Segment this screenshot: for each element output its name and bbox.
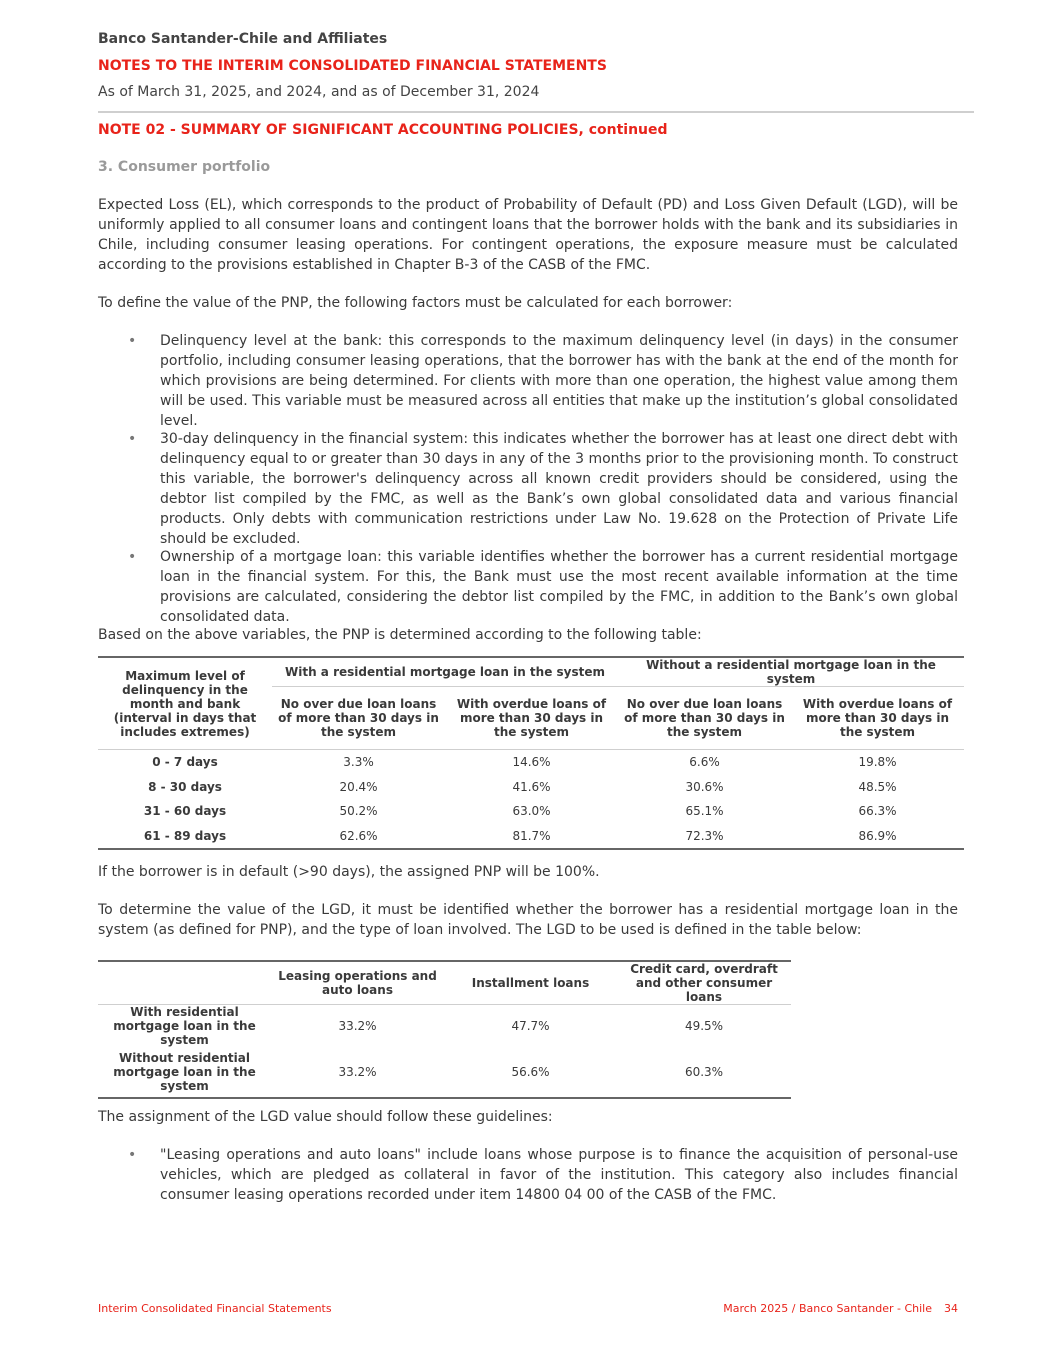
bullet-icon: • <box>128 549 137 565</box>
pnp-group-without-mortgage: Without a residential mortgage loan in the system <box>618 657 964 687</box>
table-row <box>98 775 964 800</box>
table-cell: 66.3% <box>858 804 897 819</box>
list-item <box>98 547 958 627</box>
footer-source: March 2025 / Banco Santander - Chile <box>723 1302 932 1315</box>
table-cell: 41.6% <box>512 779 551 794</box>
table-cell: 19.8% <box>858 755 897 770</box>
note-title: NOTE 02 - SUMMARY OF SIGNIFICANT ACCOUNTING POLICIES, continued <box>98 122 668 138</box>
paragraph-lgd-intro: To determine the value of the LGD, it must be identified whether the borrower has a residential mortgage loan in the system (as defined for PNP), and the type of loan involved. The LGD to be used is defined in the table below: <box>98 902 958 938</box>
table-cell: 56.6% <box>444 1047 617 1098</box>
lgd-corner-header <box>98 961 271 1005</box>
as-of-date: As of March 31, 2025, and 2024, and as of December 31, 2024 <box>98 84 540 100</box>
table-row <box>98 799 964 824</box>
paragraph-pnp-intro: To define the value of the PNP, the following factors must be calculated for each borrower: <box>98 295 733 311</box>
page-number: 34 <box>944 1302 958 1315</box>
table-cell: 72.3% <box>618 824 791 850</box>
footer-info <box>723 1302 958 1315</box>
table-cell: 86.9% <box>791 824 964 850</box>
table-row <box>98 824 964 850</box>
table-cell: 14.6% <box>512 755 551 770</box>
pnp-col-header: With overdue loans of more than 30 days in the system <box>445 687 618 750</box>
table-row <box>98 1047 791 1098</box>
lgd-col-header: Credit card, overdraft and other consumer loans <box>617 961 791 1005</box>
footer-title: Interim Consolidated Financial Statements <box>98 1302 332 1315</box>
table-cell: 49.5% <box>684 1019 724 1033</box>
paragraph-default: If the borrower is in default (>90 days), the assigned PNP will be 100%. <box>98 864 600 880</box>
table-cell: 60.3% <box>617 1047 791 1098</box>
list-item-text: Delinquency level at the bank: this corresponds to the maximum delinquency level (in days) in the consumer portfolio, including consumer leasing operations, that the borrower has with the bank at the end of the month for which provisions are being determined. For clients with more than one operation, the highest value among them will be used. This variable must be measured across all entities that make up the institution’s global consolidated level. <box>160 333 958 429</box>
table-cell: 50.2% <box>339 804 378 819</box>
pnp-col-header: No over due loan loans of more than 30 days in the system <box>272 687 445 750</box>
table-cell: 47.7% <box>511 1019 550 1033</box>
table-row <box>98 750 964 775</box>
paragraph-lgd-guidelines: The assignment of the LGD value should follow these guidelines: <box>98 1109 553 1125</box>
table-cell: 62.6% <box>272 824 445 850</box>
pnp-col-header: No over due loan loans of more than 30 days in the system <box>618 687 791 750</box>
list-item-text: 30-day delinquency in the financial system: this indicates whether the borrower has at least one direct debt with delinquency equal to or greater than 30 days in any of the 3 months prior to the provisioning month. To construct this variable, the borrower's delinquency across all known credit providers should be considered, using the debtor list compiled by the FMC, as well as the Bank’s own global consolidated data and various financial products. Only debts with communication restrictions under Law No. 19.628 on the Protection of Private Life should be excluded. <box>160 431 958 547</box>
bullet-icon: • <box>128 431 137 447</box>
table-row <box>98 1005 791 1048</box>
list-item-text: "Leasing operations and auto loans" include loans whose purpose is to finance the acquisition of personal-use vehicles, which are pledged as collateral in favor of the institution. This category also includes financial consumer leasing operations recorded under item 14800 04 00 of the CASB of the FMC. <box>160 1147 958 1203</box>
list-item-text: Ownership of a mortgage loan: this variable identifies whether the borrower has a current residential mortgage loan in the financial system. For this, the Bank must use the most recent available information at the time provisions are calculated, considering the debtor list compiled by the FMC, in addition to the Bank’s own global consolidated data. <box>160 549 958 625</box>
table-cell: 33.2% <box>338 1019 377 1033</box>
company-name: Banco Santander-Chile and Affiliates <box>98 31 388 47</box>
table-cell: 33.2% <box>271 1047 444 1098</box>
table-cell: 20.4% <box>339 779 378 794</box>
table-cell: 65.1% <box>685 804 724 819</box>
header-divider <box>98 111 974 113</box>
table-row-label: 61 - 89 days <box>98 824 272 850</box>
list-item <box>98 331 958 431</box>
bullet-icon: • <box>128 1147 137 1163</box>
table-row-label: With residential mortgage loan in the system <box>113 1005 256 1047</box>
table-cell: 81.7% <box>445 824 618 850</box>
table-cell: 48.5% <box>858 779 897 794</box>
list-item <box>98 1145 958 1205</box>
bullet-icon: • <box>128 333 137 349</box>
pnp-group-with-mortgage: With a residential mortgage loan in the system <box>272 657 618 687</box>
lgd-table <box>98 960 791 1099</box>
section-subheading: 3. Consumer portfolio <box>98 159 271 175</box>
paragraph-expected-loss: Expected Loss (EL), which corresponds to the product of Probability of Default (PD) and Loss Given Default (LGD), will be uniformly applied to all consumer loans and contingent loans that the borrower holds with the bank and its subsidiaries in Chile, including consumer leasing operations. For contingent operations, the exposure measure must be calculated according to the provisions established in Chapter B-3 of the CASB of the FMC. <box>98 197 958 273</box>
lgd-col-header: Installment loans <box>444 961 617 1005</box>
table-cell: 6.6% <box>689 755 720 770</box>
pnp-row-header: Maximum level of delinquency in the month and bank (interval in days that includes extremes) <box>98 657 272 750</box>
table-row-label: Without residential mortgage loan in the system <box>98 1047 271 1098</box>
table-row-label: 31 - 60 days <box>143 804 227 819</box>
paragraph-pnp-table-intro: Based on the above variables, the PNP is determined according to the following table: <box>98 627 702 643</box>
lgd-col-header: Leasing operations and auto loans <box>271 961 444 1005</box>
table-cell: 3.3% <box>343 755 374 770</box>
list-item <box>98 429 958 549</box>
pnp-table <box>98 656 964 850</box>
table-row-label: 8 - 30 days <box>148 779 222 794</box>
table-cell: 30.6% <box>685 779 724 794</box>
table-row-label: 0 - 7 days <box>152 755 218 770</box>
notes-title: NOTES TO THE INTERIM CONSOLIDATED FINANCIAL STATEMENTS <box>98 58 607 74</box>
pnp-col-header: With overdue loans of more than 30 days in the system <box>791 687 964 750</box>
table-cell: 63.0% <box>512 804 551 819</box>
